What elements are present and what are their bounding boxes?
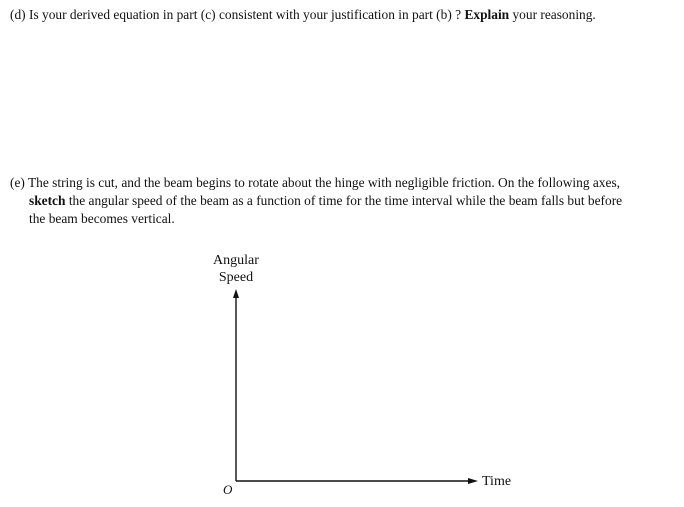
part-d-label: (d): [10, 7, 26, 22]
part-e-line3: the beam becomes vertical.: [29, 211, 175, 226]
part-e-line1: The string is cut, and the beam begins to rotate about the hinge with negligible friction. On the following axes,: [27, 175, 621, 190]
y-axis-arrowhead: [233, 289, 239, 298]
x-axis-label: Time: [482, 474, 512, 489]
x-axis-arrowhead: [468, 478, 478, 484]
y-axis-label-line1: Angular: [213, 253, 259, 268]
y-axis-label-line2: Speed: [218, 270, 254, 285]
origin-label: O: [223, 482, 233, 497]
part-e-bold-word: sketch: [29, 193, 66, 208]
part-d-text-end: your reasoning.: [512, 7, 596, 22]
part-d-text: Is your derived equation in part (c) consistent with your justification in part (b) ?: [28, 7, 462, 22]
part-d-bold-word: Explain: [464, 7, 510, 22]
part-e-line2-text: the angular speed of the beam as a function of time for the time interval while the beam falls but before: [68, 193, 623, 208]
part-e-label: (e): [10, 175, 25, 190]
